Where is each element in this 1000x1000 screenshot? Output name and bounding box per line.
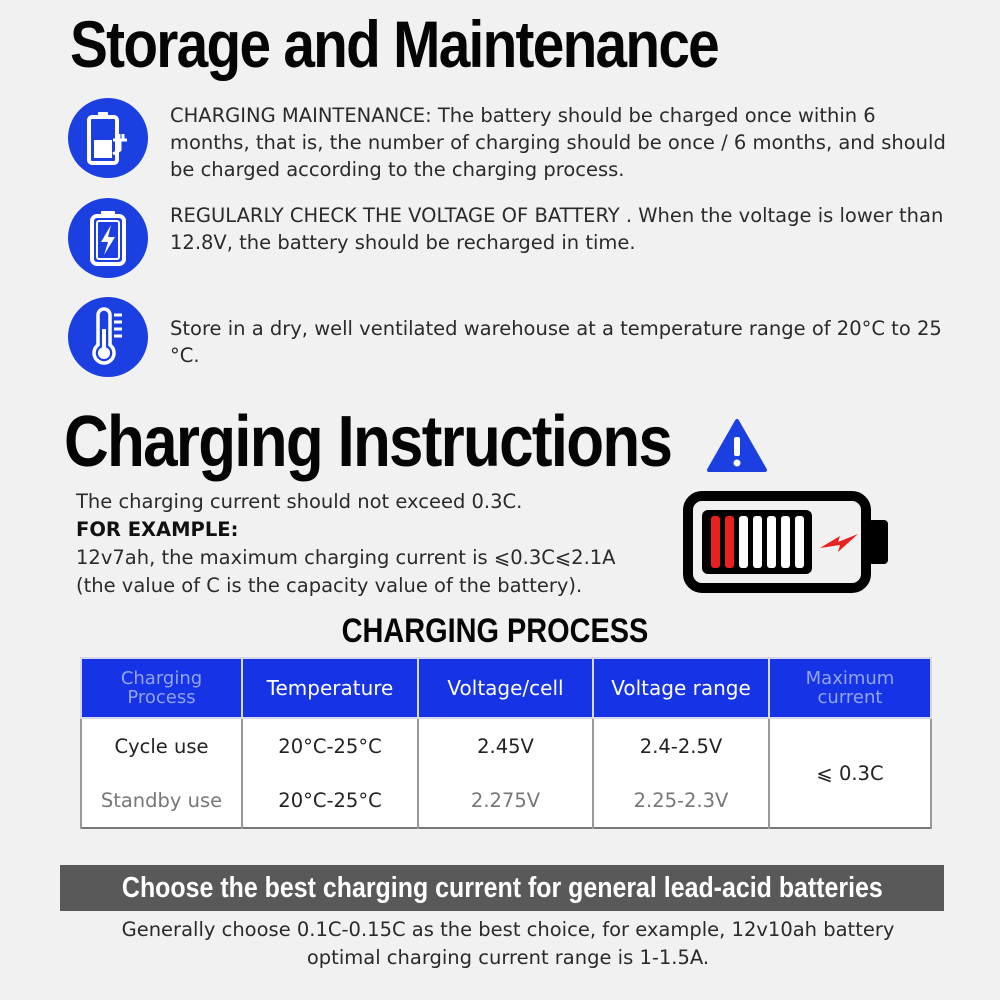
storage-item-check-voltage	[68, 198, 948, 280]
charging-line-3: (the value of C is the capacity value of the battery).	[76, 574, 583, 597]
header-voltage-cell: Voltage/cell	[418, 658, 593, 718]
footer-line-2: optimal charging current range is 1-1.5A.	[306, 946, 710, 969]
battery-bolt-icon	[68, 198, 148, 278]
battery-charging-icon	[68, 98, 148, 178]
charging-title: Charging Instructions	[64, 402, 672, 482]
storage-item-text: CHARGING MAINTENANCE: The battery should be charged once within 6 months, that is, the number of charging should be once / 6 months, and should be charged according to the charging process.	[170, 104, 946, 181]
charging-process-table	[80, 657, 932, 829]
charging-line-1: The charging current should not exceed 0.3C.	[76, 490, 523, 513]
header-voltage-range: Voltage range	[593, 658, 769, 718]
row-voltage-range: 2.4-2.5V	[593, 718, 769, 773]
footer-line-1: Generally choose 0.1C-0.15C as the best choice, for example, 12v10ah battery	[121, 918, 895, 941]
storage-item-text: Store in a dry, well ventilated warehouse at a temperature range of 20°C to 25 °C.	[170, 317, 942, 367]
thermometer-icon	[68, 297, 148, 377]
best-current-note	[60, 916, 956, 972]
storage-item-store	[68, 297, 948, 379]
storage-item-charging-maintenance	[68, 98, 948, 180]
max-current-cell: ⩽ 0.3C	[769, 718, 931, 828]
best-current-banner	[60, 865, 944, 911]
row-label: Cycle use	[81, 718, 242, 773]
charging-note	[76, 488, 676, 600]
header-maximum-current: Maximum current	[769, 658, 931, 718]
row-voltage-range: 2.25-2.3V	[593, 773, 769, 828]
banner-text: Choose the best charging current for general lead-acid batteries	[121, 872, 883, 904]
row-voltage-cell: 2.45V	[418, 718, 593, 773]
row-voltage-cell: 2.275V	[418, 773, 593, 828]
warning-icon	[706, 418, 768, 478]
example-label: FOR EXAMPLE:	[76, 518, 239, 541]
storage-title: Storage and Maintenance	[70, 7, 719, 81]
row-temperature: 20°C-25°C	[242, 773, 418, 828]
table-header-row	[81, 658, 931, 718]
storage-item-text: REGULARLY CHECK THE VOLTAGE OF BATTERY . When the voltage is lower than 12.8V, the battery should be recharged in time.	[170, 204, 944, 254]
charging-line-2: 12v7ah, the maximum charging current is ⩽0.3C⩽2.1A	[76, 546, 616, 569]
header-temperature: Temperature	[242, 658, 418, 718]
table-row	[81, 718, 931, 773]
row-label: Standby use	[81, 773, 242, 828]
battery-level-icon	[682, 490, 896, 598]
header-charging-process: Charging Process	[81, 658, 242, 718]
process-title: CHARGING PROCESS	[341, 612, 649, 650]
row-temperature: 20°C-25°C	[242, 718, 418, 773]
